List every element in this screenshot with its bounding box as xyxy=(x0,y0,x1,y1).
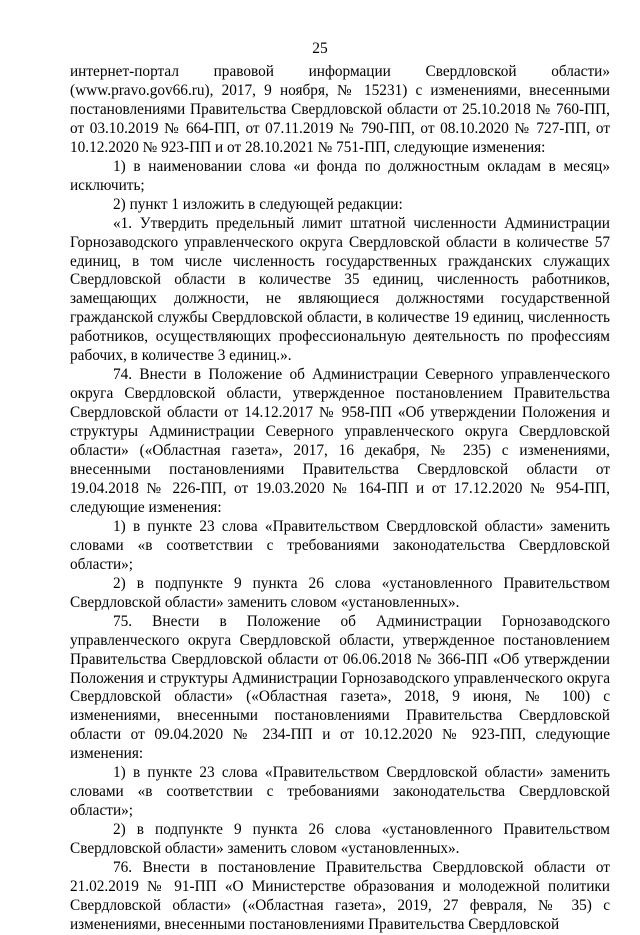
paragraph-73-new-clause-1: «1. Утвердить предельный лимит штатной численности Администрации Горнозаводского управленческого округа Свердловской области в количестве 57 единиц, в том числе численность государственных гражданских служащих Свердловской области в количестве 35 единиц, численность работников, замещающих должности, не являющиеся должностями государственной гражданской службы Свердловской области, в количестве 19 единиц, численность работников, осуществляющих профессиональную деятельность по профессиям рабочих, в количестве 3 единиц.». xyxy=(70,214,610,365)
paragraph-73-item-2: 2) пункт 1 изложить в следующей редакции: xyxy=(113,195,403,213)
paragraph-76: 76. Внести в постановление Правительства Свердловской области от 21.02.2019 № 91-ПП «О Министерстве образования и молодежной политики Свердловской области» («Областная газета», 2019, 27 февраля, № 35) с изменениями, внесенными постановлениями Правительства Свердловской xyxy=(70,859,610,933)
paragraph-continuation-73: интернет-портал правовой информации Свердловской области» (www.pravo.gov66.ru), 2017, 9 ноября, № 15231) с изменениями, внесенными постановлениями Правительства Свердловской области от 25.10.2018 № 760-ПП, от 03.10.2019 № 664-ПП, от 07.11.2019 № 790-ПП, от 08.10.2020 № 727-ПП, от 10.12.2020 № 923-ПП и от 28.10.2021 № 751-ПП, следующие изменения: xyxy=(70,63,610,156)
paragraph-75-item-1: 1) в пункте 23 слова «Правительством Свердловской области» заменить словами «в соответствии с требованиями законодательства Свердловской области»; xyxy=(70,764,610,820)
paragraph-73-item-1: 1) в наименовании слова «и фонда по должностным окладам в месяц» исключить; xyxy=(70,157,610,194)
paragraph-75-item-2: 2) в подпункте 9 пункта 26 слова «установленного Правительством Свердловской области» заменить словом «установленных». xyxy=(70,821,610,858)
paragraph-74: 74. Внести в Положение об Администрации Северного управленческого округа Свердловской области, утвержденное постановлением Правительства Свердловской области от 14.12.2017 № 958-ПП «Об утверждении Положения и структуры Администрации Северного управленческого округа Свердловской области» («Областная газета», 2017, 16 декабря, № 235) с изменениями, внесенными постановлениями Правительства Свердловской области от 19.04.2018 № 226-ПП, от 19.03.2020 № 164-ПП и от 17.12.2020 № 954-ПП, следующие изменения: xyxy=(70,366,610,516)
page-number: 25 xyxy=(312,40,328,57)
document-body xyxy=(70,63,610,935)
paragraph-74-item-1: 1) в пункте 23 слова «Правительством Свердловской области» заменить словами «в соответствии с требованиями законодательства Свердловской области»; xyxy=(70,517,610,573)
paragraph-75: 75. Внести в Положение об Администрации Горнозаводского управленческого округа Свердловской области, утвержденное постановлением Правительства Свердловской области от 06.06.2018 № 366-ПП «Об утверждении Положения и структуры Администрации Горнозаводского управленческого округа Свердловской области» («Областная газета», 2018, 9 июня, № 100) с изменениями, внесенными постановлениями Правительства Свердловской области от 09.04.2020 № 234-ПП и от 10.12.2020 № 923-ПП, следующие изменения: xyxy=(70,612,610,763)
paragraph-74-item-2: 2) в подпункте 9 пункта 26 слова «установленного Правительством Свердловской области» заменить словом «установленных». xyxy=(70,574,610,611)
